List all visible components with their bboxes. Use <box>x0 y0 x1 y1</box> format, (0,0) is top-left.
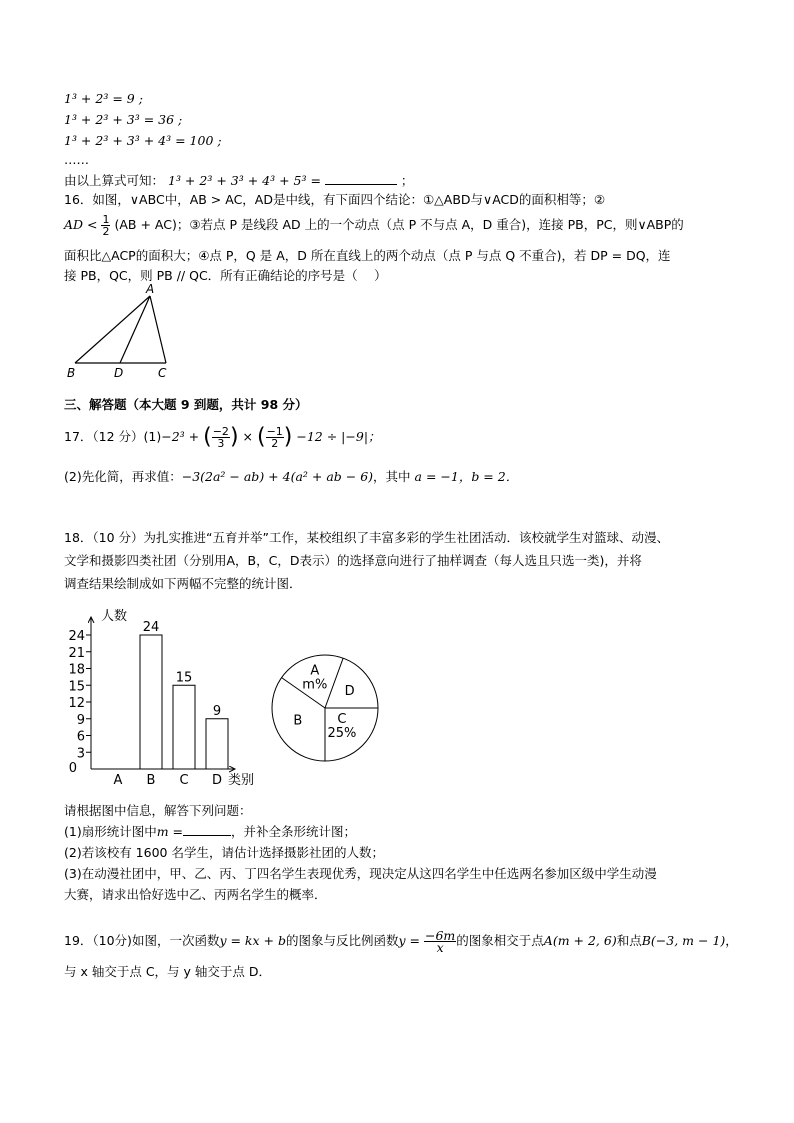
q18-line-2: 文学和摄影四类社团（分别用A，B，C，D表示）的选择意向进行了抽样调查（每人选且只选一类)，并将 <box>64 553 642 568</box>
q17-f2-num: −1 <box>266 425 283 438</box>
q19-line-2: 与 x 轴交于点 C，与 y 轴交于点 D． <box>64 964 271 979</box>
label-a: A <box>146 282 155 296</box>
data-label-D: 9 <box>212 703 222 719</box>
pie-slices <box>272 655 378 761</box>
q19-and: 和点 <box>616 933 642 948</box>
q19-f2-num: −6m <box>425 928 456 943</box>
bars <box>140 620 228 769</box>
q16-frac-num: 1 <box>102 213 110 226</box>
side-ab <box>75 296 150 363</box>
q19-line-1 <box>64 926 738 956</box>
triangle-figure <box>60 280 180 380</box>
y-tick-label: 0 <box>68 761 77 776</box>
q18-p1-m: m = <box>156 824 184 839</box>
q16-half-fraction <box>101 214 110 237</box>
y-ticks <box>68 629 91 776</box>
y-tick-label: 24 <box>68 629 85 644</box>
q17-fraction-2 <box>266 426 284 449</box>
x-tick-label-B: B <box>146 773 156 788</box>
bar-B <box>140 635 162 769</box>
q16-line-3: 面积比△ACP的面积大；④点 P，Q 是 A，D 所在直线上的两个动点（点 P 与点 Q 不重合)，若 DP = DQ，连 <box>64 248 671 263</box>
y-tick-label: 6 <box>76 729 85 745</box>
y-tick-label: 15 <box>68 679 85 695</box>
q16-line-2-rest: (AB + AC)；③若点 P 是线段 AD 上的一个动点（点 P 不与点 A，D 重合)，连接 PB，PC，则∨ABP的 <box>114 217 684 232</box>
paren-open: ( <box>203 424 212 450</box>
q15-conclusion-prefix: 由以上算式可知： <box>64 173 165 188</box>
q15-line-3: 1³ + 2³ + 3³ + 4³ = 100 ; <box>64 133 222 148</box>
q15-answer-blank <box>325 184 397 185</box>
q16-line-2 <box>64 214 684 237</box>
q19-mid: 的图象与反比例函数 <box>285 933 399 948</box>
q18-line-1: 18．（10 分）为扎实推进“五育并举”工作，某校组织了丰富多彩的学生社团活动．该校就学生对篮球、动漫、 <box>64 530 669 545</box>
q19-intro: 19．（10分)如图，一次函数 <box>64 933 220 948</box>
q17-part2-where: ，其中 <box>373 469 411 484</box>
q15-line-2: 1³ + 2³ + 3³ = 36 ; <box>64 112 183 127</box>
pie-label-C: C <box>337 711 347 727</box>
label-d: D <box>114 366 124 380</box>
q18-part3-b: 大赛，请求出恰好选中乙、丙两名学生的概率． <box>64 887 327 902</box>
q18-ask: 请根据图中信息，解答下列问题： <box>64 803 252 818</box>
paren-close: ) <box>229 424 239 450</box>
y-tick-label: 18 <box>68 662 85 678</box>
pie-label-D: D <box>344 683 355 699</box>
pie-label-A: A <box>310 663 320 679</box>
q17-expr-a: −2³ + <box>161 429 200 444</box>
q19-f2-den: x <box>436 940 444 955</box>
q17-part1 <box>64 420 381 454</box>
side-ac <box>150 296 166 363</box>
q18-part1 <box>64 824 356 840</box>
q19-comma: ， <box>725 933 738 948</box>
q19-inverse-lhs: y = <box>398 933 421 948</box>
y-tick-label: 21 <box>68 645 85 661</box>
q15-conclusion-expr: 1³ + 2³ + 3³ + 4³ + 5³ = <box>168 173 321 188</box>
q18-line-3: 调查结果绘制成如下两幅不完整的统计图． <box>64 576 302 591</box>
q19-linear-fn: y = kx + b <box>219 933 286 948</box>
x-tick-label-D: D <box>211 773 223 788</box>
q17-fraction-1 <box>212 426 230 449</box>
q15-ellipsis: …… <box>64 152 89 167</box>
pie-chart <box>268 650 384 766</box>
q18-p1-intro: (1)扇形统计图中 <box>64 824 157 839</box>
y-tick-label: 3 <box>76 746 85 762</box>
data-label-B: 24 <box>142 620 160 635</box>
y-axis-label: 人数 <box>101 609 128 624</box>
x-tick-label-A: A <box>113 773 123 788</box>
q16-line-4: 接 PB，QC，则 PB // QC．所有正确结论的序号是（ ） <box>64 268 387 283</box>
q19-mid2: 的图象相交于点 <box>456 933 544 948</box>
x-tick-label-C: C <box>179 773 189 788</box>
label-b: B <box>67 366 76 380</box>
bar-chart <box>60 600 270 795</box>
q17-label: 17．（12 分）(1) <box>64 429 162 444</box>
x-axis-label: 类别 <box>228 773 255 788</box>
q19-inverse-fraction <box>424 930 456 953</box>
median-ad <box>120 296 150 363</box>
bar-D <box>206 719 228 769</box>
q18-m-blank <box>183 835 231 836</box>
q17-f1-den: 3 <box>217 437 225 450</box>
x-tick-labels <box>114 773 222 788</box>
pie-value-C: 25% <box>327 725 357 741</box>
q16-frac-den: 2 <box>102 225 110 238</box>
q17-part2-intro: (2)先化简，再求值： <box>64 469 182 484</box>
q18-part2: (2)若该校有 1600 名学生，请估计选择摄影社团的人数； <box>64 845 384 860</box>
q17-f2-den: 2 <box>271 437 279 450</box>
data-label-C: 15 <box>175 670 193 686</box>
q17-expr-b: −12 ÷ |−9|； <box>296 429 381 444</box>
section-heading: 三、解答题（本大题 9 到题，共计 98 分） <box>64 397 308 412</box>
pie-label-B: B <box>293 713 303 729</box>
q19-point-b: B(−3, m − 1) <box>641 933 726 948</box>
pie-value-A: m% <box>302 677 328 693</box>
y-tick-label: 12 <box>68 696 85 711</box>
paren-close-2: ) <box>283 424 293 450</box>
q15-line-1: 1³ + 2³ = 9 ; <box>64 91 143 106</box>
paren-open-2: ( <box>256 424 266 450</box>
q18-part3-a: (3)在动漫社团中，甲、乙、丙、丁四名学生表现优秀，现决定从这四名学生中任选两名参加区级中学生动漫 <box>64 866 657 881</box>
label-c: C <box>158 366 167 380</box>
q17-part2 <box>64 469 518 485</box>
q16-line-1: 16．如图，∨ABC中，AB > AC，AD是中线，有下面四个结论：①△ABD与∨ACD的面积相等；② <box>64 192 606 207</box>
q15-conclusion <box>64 173 413 189</box>
q16-ineq-lhs: AD < <box>64 217 98 232</box>
y-tick-label: 9 <box>76 712 85 728</box>
q17-f1-num: −2 <box>212 425 229 438</box>
q17-part2-expr: −3(2a² − ab) + 4(a² + ab − 6) <box>181 469 374 484</box>
q15-conclusion-end: ； <box>400 173 414 188</box>
q17-times: × <box>242 429 253 444</box>
bar-C <box>173 685 195 769</box>
q18-p1-rest: ，并补全条形统计图； <box>231 824 357 839</box>
q17-part2-values: a = −1，b = 2． <box>414 469 519 484</box>
q19-point-a: A(m + 2, 6) <box>543 933 617 948</box>
